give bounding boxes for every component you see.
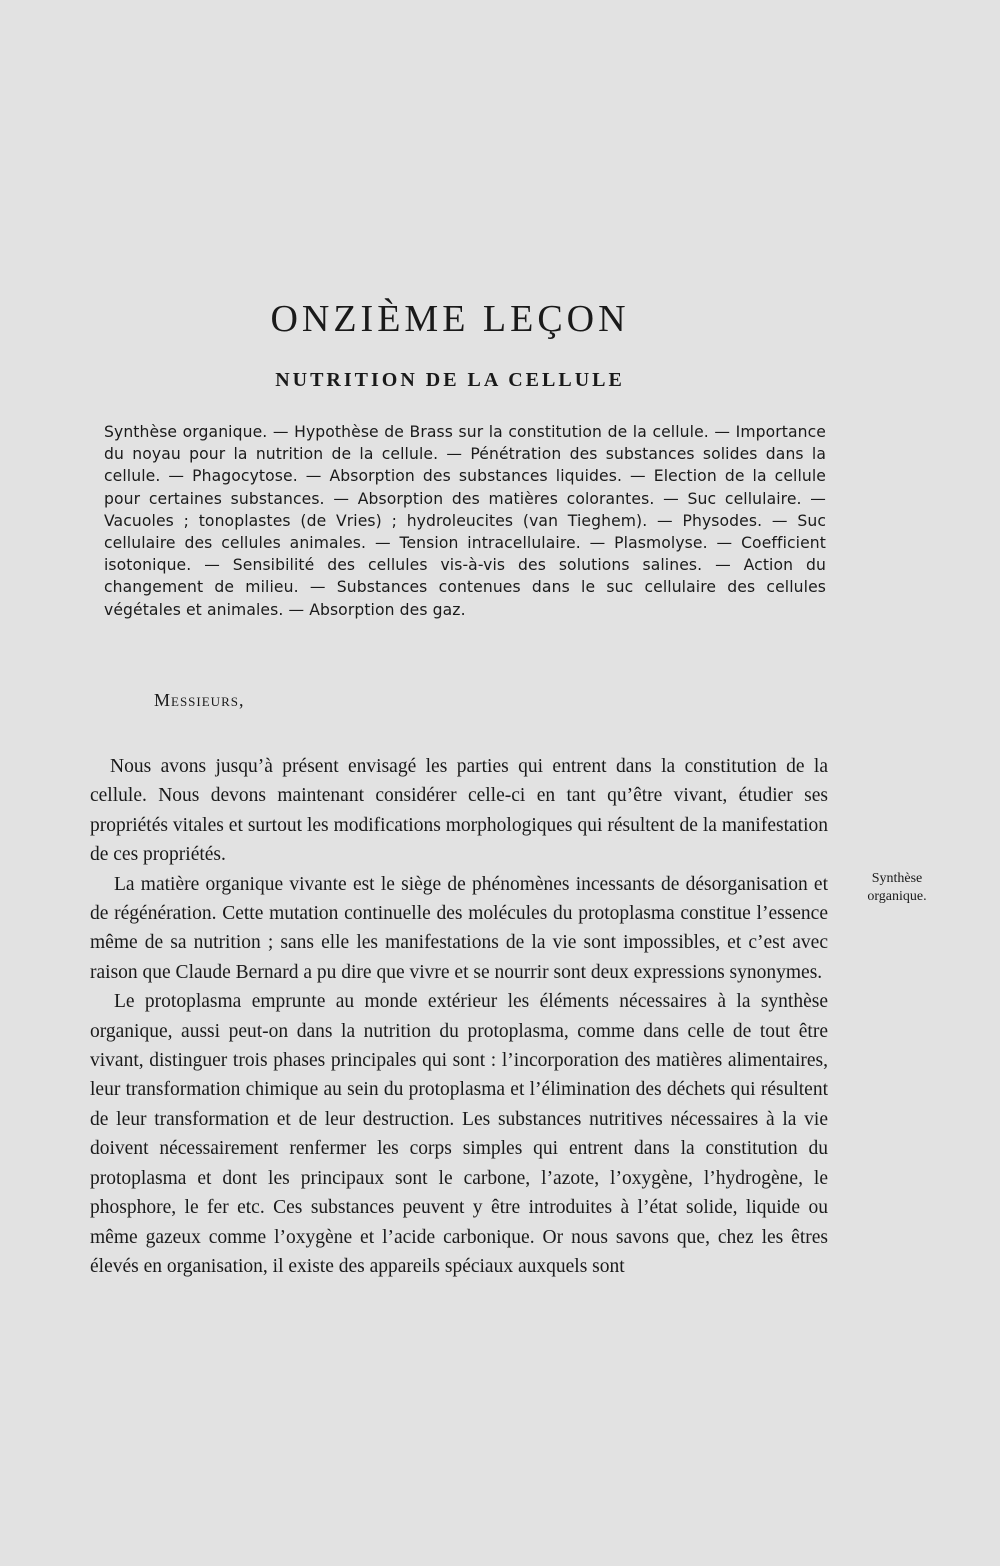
paragraph: La matière organique vivante est le siège de phénomènes incessants de désorganisation et de régénération. Cette mutation continuelle des molécules du protoplasma constitue l’essence même de sa nutrition ; sans elle les manifestations de la vie sont impossibles, et c’est avec raison que Claude Bernard a pu dire que vivre et se nourrir sont deux expressions synonymes. <box>90 873 828 983</box>
body-text <box>90 752 828 1281</box>
salutation: Messieurs, <box>154 690 245 710</box>
chapter-title: ONZIÈME LEÇON <box>270 298 630 341</box>
paragraph: Nous avons jusqu’à présent envisagé les parties qui entrent dans la constitution de la cellule. Nous devons maintenant considérer celle-ci en tant qu’être vivant, étudier ses propriétés vitales et surtout les modifications morphologiques qui résultent de la manifestation de ces propriétés. <box>90 756 828 866</box>
chapter-subtitle: NUTRITION DE LA CELLULE <box>275 368 625 391</box>
paragraph: Le protoplasma emprunte au monde extérieur les éléments nécessaires à la synthèse organique, aussi peut-on dans la nutrition du protoplasma, comme dans celle de tout être vivant, distinguer trois phases principales qui sont : l’incorporation des matières alimentaires, leur transformation chimique au sein du protoplasma et l’élimination des déchets qui résultent de leur transformation et de leur destruction. Les substances nutritives nécessaires à la vie doivent nécessairement renfermer les corps simples qui entrent dans la constitution du protoplasma et dont les principaux sont le carbone, l’azote, l’oxygène, l’hydrogène, le phosphore, le fer etc. Ces substances peuvent y être introduites à l’état solide, liquide ou même gazeux comme l’oxygène et l’acide carbonique. Or nous savons que, chez les êtres élevés en organisation, il existe des appareils spéciaux auxquels sont <box>90 991 828 1277</box>
margin-note: Synthèse organique. <box>867 871 927 904</box>
chapter-summary: Synthèse organique. — Hypothèse de Brass sur la constitution de la cellule. — Importance du noyau pour la nutrition de la cellule. — Pénétration des substances solides dans la cellule. — Phagocytose. — Absorption des substances liquides. — Election de la cellule pour certaines substances. — Absorption des matières colorantes. — Suc cellulaire. — Vacuoles ; tonoplastes (de Vries) ; hydroleucites (van Tieghem). — Physodes. — Suc cellulaire des cellules animales. — Tension intracellulaire. — Plasmolyse. — Coefficient isotonique. — Sensibilité des cellules vis-à-vis des solutions salines. — Action du changement de milieu. — Substances contenues dans le suc cellulaire des cellules végétales et animales. — Absorption des gaz. <box>104 423 826 619</box>
